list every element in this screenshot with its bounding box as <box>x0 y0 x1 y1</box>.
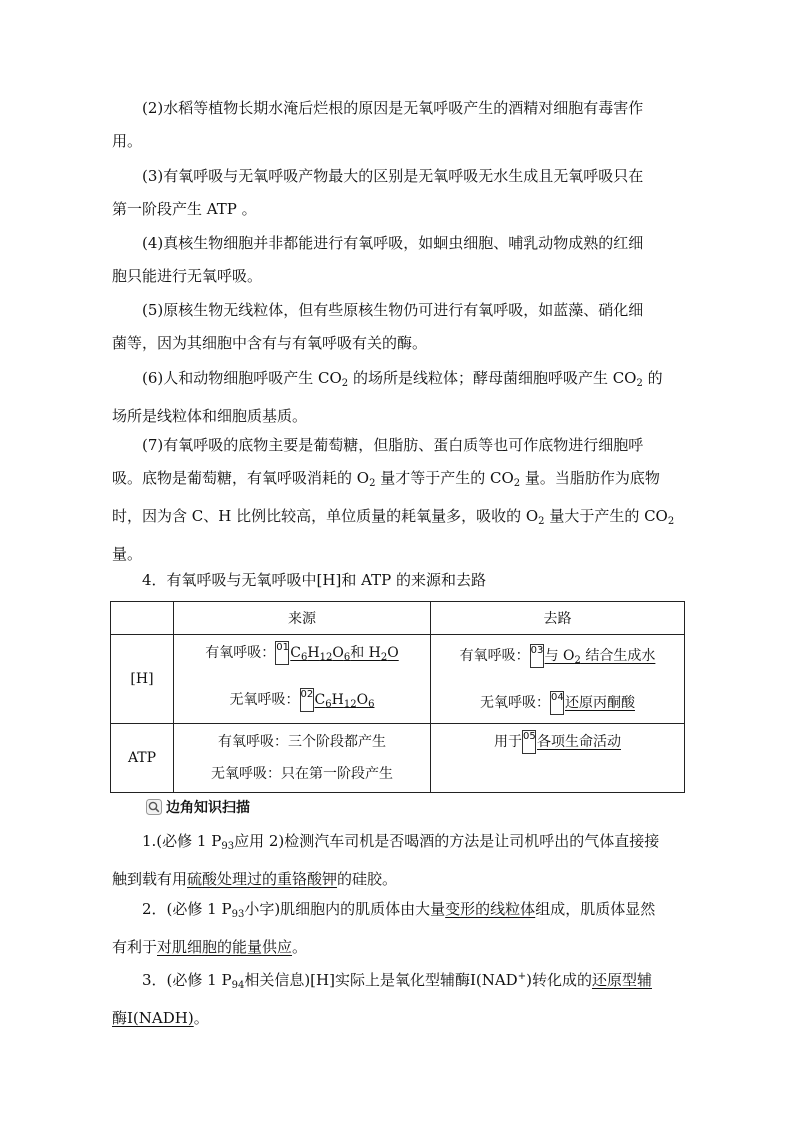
paragraph-6 <box>112 362 714 433</box>
paragraph-3 <box>112 160 714 226</box>
text-line <box>142 825 714 863</box>
text-line: (4)真核生物细胞并非都能进行有氧呼吸，如蛔虫细胞、哺乳动物成熟的红细 <box>142 234 644 252</box>
superscript: + <box>517 971 527 982</box>
text: 1.(必修 1 P <box>142 832 222 850</box>
text-line: 用。 <box>112 132 143 150</box>
atp-source-cell <box>174 724 431 793</box>
text: 应用 2)检测汽车司机是否喝酒的方法是让司机呼出的气体直接接 <box>234 832 660 850</box>
text-line <box>142 960 714 1002</box>
column-header-destination: 去路 <box>431 602 685 635</box>
subscript: 6 <box>301 652 308 663</box>
text: 。 <box>292 938 308 956</box>
text-line: 场所是线粒体和细胞质基质。 <box>112 407 308 425</box>
text: 组成，肌质体显然 <box>535 900 656 918</box>
h-source-anaerobic <box>174 684 430 721</box>
text-line <box>112 863 714 896</box>
paragraph-2 <box>112 92 714 158</box>
text: 触到载有用 <box>112 870 188 888</box>
text: 相关信息)[H]实际上是氧化型辅酶Ⅰ(NAD <box>244 971 518 989</box>
atp-destination-cell <box>431 724 685 793</box>
text: 的硅胶。 <box>337 870 398 888</box>
subscript: 93 <box>221 841 235 852</box>
corner-knowledge-heading <box>146 797 250 817</box>
knowledge-2 <box>112 893 714 964</box>
text: 有利于 <box>112 938 158 956</box>
text: 时，因为含 C、H 比例比较高，单位质量的耗氧量多，吸收的 O <box>112 507 539 525</box>
underlined-answer: 硫酸处理过的重铬酸钾 <box>187 870 338 888</box>
text: C <box>314 692 326 708</box>
paragraph-5 <box>112 294 714 360</box>
text-line: (3)有氧呼吸与无氧呼吸产物最大的区别是无氧呼吸无水生成且无氧呼吸只在 <box>142 167 644 185</box>
text-line: 量。 <box>112 545 143 563</box>
text-line: 第一阶段产生 ATP 。 <box>112 200 257 218</box>
text: 小字)肌细胞内的肌质体由大量 <box>244 900 446 918</box>
answer-text <box>545 648 656 664</box>
text: H <box>331 692 344 708</box>
subscript: 2 <box>667 516 675 527</box>
text: O <box>356 692 369 708</box>
table-row-atp <box>111 724 685 793</box>
text: )转化成的 <box>526 971 592 989</box>
text: 与 O <box>544 647 575 664</box>
atp-source-aerobic: 有氧呼吸：三个阶段都产生 <box>218 734 386 750</box>
text-line <box>112 1002 714 1035</box>
blank-number-box: 03 <box>530 644 544 668</box>
paragraph-4 <box>112 227 714 293</box>
text: 结合生成水 <box>580 647 656 664</box>
answer-text: 各项生命活动 <box>537 734 621 750</box>
text-line: 胞只能进行无氧呼吸。 <box>112 267 263 285</box>
blank-number-box: 05 <box>522 730 536 754</box>
text: 和 H <box>350 645 381 661</box>
subscript: 2 <box>369 478 376 489</box>
text: 3．(必修 1 P <box>142 971 232 989</box>
text: 2．(必修 1 P <box>142 900 232 918</box>
knowledge-3 <box>112 960 714 1035</box>
h-destination-cell <box>431 635 685 724</box>
underlined-answer: 变形的线粒体 <box>445 900 536 918</box>
subscript: 6 <box>325 699 332 710</box>
subscript: 12 <box>319 652 333 663</box>
subscript: 2 <box>538 516 545 527</box>
subscript: 2 <box>380 652 388 663</box>
column-header-source: 来源 <box>174 602 431 635</box>
atp-destination <box>431 726 684 758</box>
answer-text <box>315 692 375 708</box>
row-label-atp: ATP <box>111 724 174 793</box>
subscript: 2 <box>574 654 581 666</box>
row-label-h: [H] <box>111 635 174 724</box>
text-line: (7)有氧呼吸的底物主要是葡萄糖，但脂肪、蛋白质等也可作底物进行细胞呼 <box>142 436 644 454</box>
h-destination-anaerobic <box>431 687 684 719</box>
label: 有氧呼吸： <box>205 645 276 661</box>
table-row-h <box>111 635 685 724</box>
text-line <box>112 500 714 538</box>
subscript: 2 <box>341 378 349 389</box>
blank-number-box: 04 <box>550 691 564 715</box>
h-source-aerobic <box>174 637 430 674</box>
subscript: 2 <box>513 478 521 489</box>
answer-text <box>290 645 398 661</box>
label: 无氧呼吸： <box>480 694 550 711</box>
label: 用于 <box>494 734 522 750</box>
subscript: 6 <box>343 652 351 663</box>
subscript: 2 <box>636 378 643 389</box>
text: 的场所是线粒体；酵母菌细胞呼吸产生 CO <box>348 369 637 387</box>
blank-number-box: 02 <box>300 688 314 712</box>
knowledge-1 <box>112 825 714 896</box>
text: (6)人和动物细胞呼吸产生 CO <box>142 369 342 387</box>
text-line: 菌等，因为其细胞中含有与有氧呼吸有关的酶。 <box>112 334 428 352</box>
subscript: 6 <box>368 699 375 710</box>
text: 量。当脂肪作为底物 <box>520 469 660 487</box>
subscript: 93 <box>231 909 245 920</box>
table-header-row <box>111 602 685 635</box>
heading-text: 边角知识扫描 <box>166 800 250 816</box>
label: 无氧呼吸： <box>229 692 300 708</box>
source-destination-table <box>110 601 685 793</box>
magnifier-icon <box>146 799 162 815</box>
underlined-answer: 还原型辅 <box>591 971 652 989</box>
label: 有氧呼吸： <box>459 647 530 664</box>
text: 的 <box>642 369 663 387</box>
h-source-cell <box>174 635 431 724</box>
text: O <box>332 645 344 661</box>
text-line <box>142 893 714 931</box>
subscript: 94 <box>231 980 245 991</box>
answer-text: 还原丙酮酸 <box>565 694 635 711</box>
underlined-answer: 对肌细胞的能量供应 <box>157 938 293 956</box>
text-line <box>142 362 714 400</box>
blank-number-box: 01 <box>275 641 289 665</box>
atp-source-anaerobic: 无氧呼吸：只在第一阶段产生 <box>211 766 393 782</box>
text-line: (5)原核生物无线粒体，但有些原核生物仍可进行有氧呼吸，如蓝藻、硝化细 <box>142 301 644 319</box>
text-line <box>112 462 714 500</box>
table-corner-cell <box>111 602 174 635</box>
text-line: (2)水稻等植物长期水淹后烂根的原因是无氧呼吸产生的酒精对细胞有毒害作 <box>142 99 644 117</box>
text: O <box>387 645 399 661</box>
h-destination-aerobic <box>431 640 684 677</box>
underlined-answer: 酶Ⅰ(NADH) <box>112 1009 194 1027</box>
text: H <box>307 645 320 661</box>
subscript: 12 <box>343 699 357 710</box>
text: 。 <box>193 1009 209 1027</box>
text: 量才等于产生的 CO <box>375 469 514 487</box>
section-title: 4．有氧呼吸与无氧呼吸中[H]和 ATP 的来源和去路 <box>142 571 486 589</box>
text: C <box>290 645 301 661</box>
text: 量大于产生的 CO <box>544 507 668 525</box>
paragraph-7 <box>112 429 714 571</box>
text: 吸。底物是葡萄糖，有氧呼吸消耗的 O <box>112 469 370 487</box>
